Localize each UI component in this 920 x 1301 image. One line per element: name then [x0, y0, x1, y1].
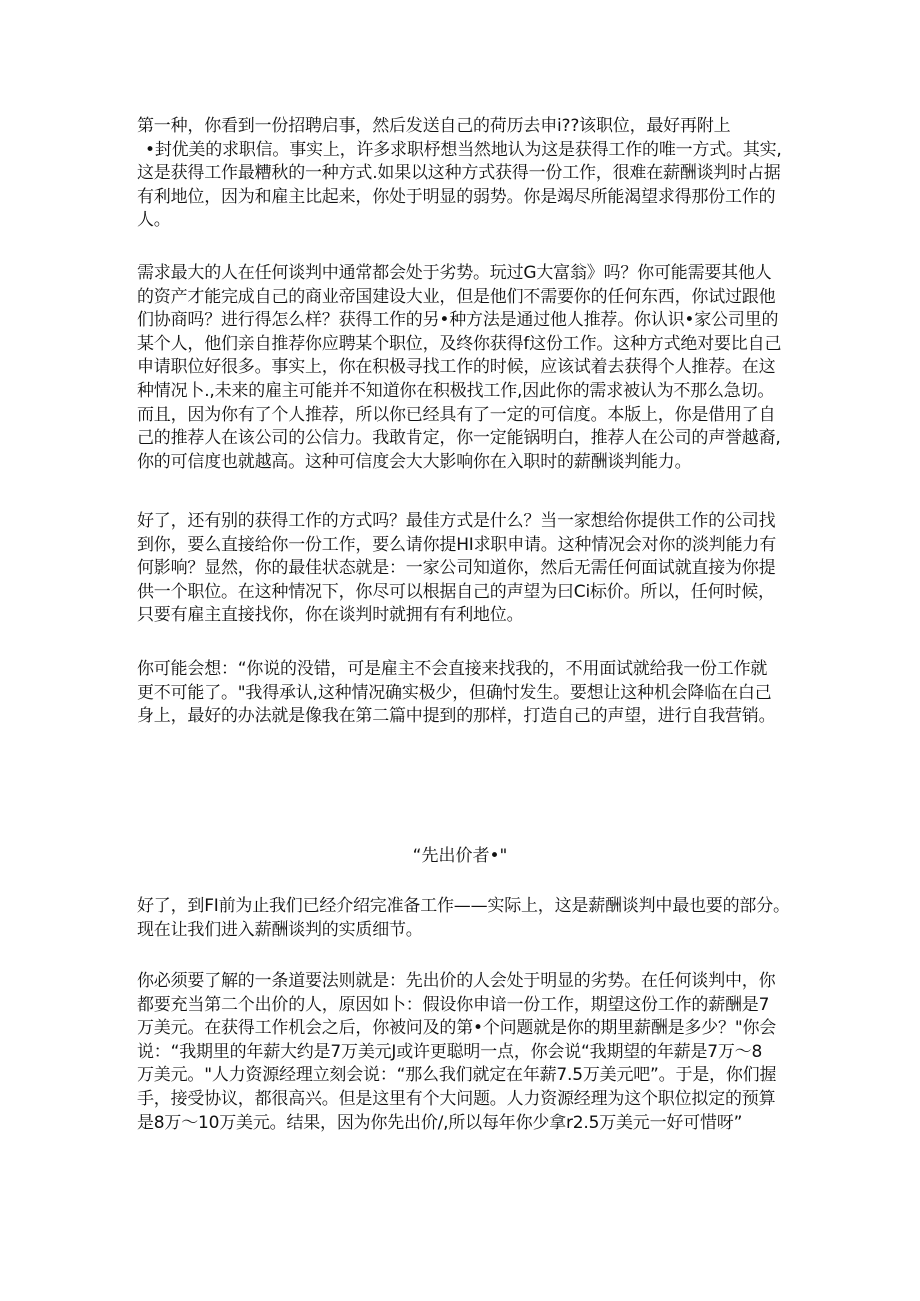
text-line: 申请职位好很多。事实上，你在积极寻找工作的时候，应该试着去获得个人推荐。在这: [137, 357, 776, 378]
text-line: 更不可能了。"我得承认,这种情况确实极少，但确忖发生。要想让这种机会降临在白己: [137, 682, 772, 703]
text-line: 有利地位，因为和雇主比起来，你处于明显的弱势。你是竭尽所能渴望求得那份工作的: [137, 186, 776, 207]
paragraph-5: [137, 895, 797, 942]
text-line: 你的可信度也就越高。这种可信度会大大影响你在入职时的薪酬谈判能力。: [137, 451, 692, 472]
text-line: 现在让我们进入薪酬谈判的实质细节。: [137, 919, 423, 940]
text-line: 身上，最好的办法就是像我在第二篇中提到的那样，打造自己的声望，进行自我营销。: [137, 706, 776, 727]
text-line: 你可能会想：“你说的没错，可是雇主不会直接来找我的，不用面试就给我一份工作就: [137, 659, 768, 679]
text-line: 到你，要么直接给你一份工作，要么请你提HI求职申请。这种情况会对你的淡判能力有: [137, 534, 776, 555]
text-line: 万美元。在获得工作机会之后，你被问及的第•个问题就是你的期里薪酬是多少？"你会: [137, 1018, 777, 1039]
paragraph-2: [137, 262, 797, 474]
paragraph-3: [137, 510, 797, 628]
text-line: 这是获得工作最糟秋的一种方式.如果以这种方式获得一份工作，很难在薪酬谈判时占据: [137, 163, 781, 184]
text-line: 好了，到FI前为止我们已经介绍完准备工作——实际上，这是薪酬谈判中最也要的部分。: [137, 896, 790, 916]
text-line: 某个人，他们亲自推荐你应聘某个职位，及终你获得f这份工作。这种方式绝对要比自己: [137, 333, 782, 354]
paragraph-6: [137, 970, 797, 1135]
text-line: 都要充当第二个出价的人，原因如卜：假设你申谙一份工作，期望这份工作的薪酬是7: [137, 994, 770, 1015]
text-line: 只要有雇主直接找你，你在谈判时就拥有有利地位。: [137, 605, 524, 626]
text-line: 何影响？显然，你的最佳状态就是：一家公司知道你，然后无需任何面试就直接为你提: [137, 558, 776, 579]
section-heading: “先出价者•": [412, 846, 508, 866]
text-line: 需求最大的人在任何谈判中通常都会处于劣势。玩过G大富翁》吗？你可能需要其他人: [137, 263, 772, 283]
text-line: 说：“我期里的年薪大约是7万美元J或许更聪明一点，你会说“我期望的年薪是7万〜8: [137, 1041, 763, 1062]
text-line: •封优美的求职信。事实上，许多求职杼想当然地认为这是获得工作的唯一方式。其实,: [145, 139, 782, 160]
text-line: 万美元。"人力资源经理立刻会说：“那么我们就定在年薪7.5万美元吧”。于是，你们握: [137, 1065, 777, 1086]
text-line: 人。: [137, 210, 171, 231]
text-line: 己的推荐人在该公司的公信力。我敢肯定，你一定能锅明白，推荐人在公司的声誉越裔,: [137, 428, 781, 449]
text-line: 种情况卜.,未来的雇主可能并不知道你在积极找工作,因此你的需求被认为不那么急切。: [137, 380, 775, 401]
text-line: 们协商吗？进行得怎么样？获得工作的另•种方法是通过他人推荐。你认识•家公司里的: [137, 310, 779, 331]
text-line: 的资产才能完成自己的商业帝国建设大业，但是他们不需要你的任何东西，你试过跟他: [137, 286, 776, 307]
text-line: 是8万〜10万美元。结果，因为你先出价/,所以每年你少拿r2.5万美元一好可惜呀”: [137, 1112, 743, 1133]
paragraph-4: [137, 658, 797, 729]
text-line: 好了，还有别的获得工作的方式吗？最佳方式是什么？当一家想给你提供工作的公司找: [137, 511, 776, 531]
text-line: 第一种，你看到一份招聘启事，然后发送自己的荷历去申i??该职位，最好再附上: [137, 116, 731, 136]
text-line: 手，接受协议，都很高兴。但是这里有个大问题。人力资源经理为这个职位拟定的预算: [137, 1088, 776, 1109]
text-line: 而且，因为你有了个人推荐，所以你已经具有了一定的可信度。本版上，你是借用了自: [137, 404, 776, 425]
text-line: 供一个职位。在这种情况下，你尽可以根据自己的声望为曰Ci标价。所以，任何时候，: [137, 581, 775, 602]
text-line: 你必须要了解的一条道要法则就是：先出价的人会处于明显的劣势。在任何谈判中，你: [137, 971, 776, 991]
paragraph-1: [137, 115, 797, 233]
